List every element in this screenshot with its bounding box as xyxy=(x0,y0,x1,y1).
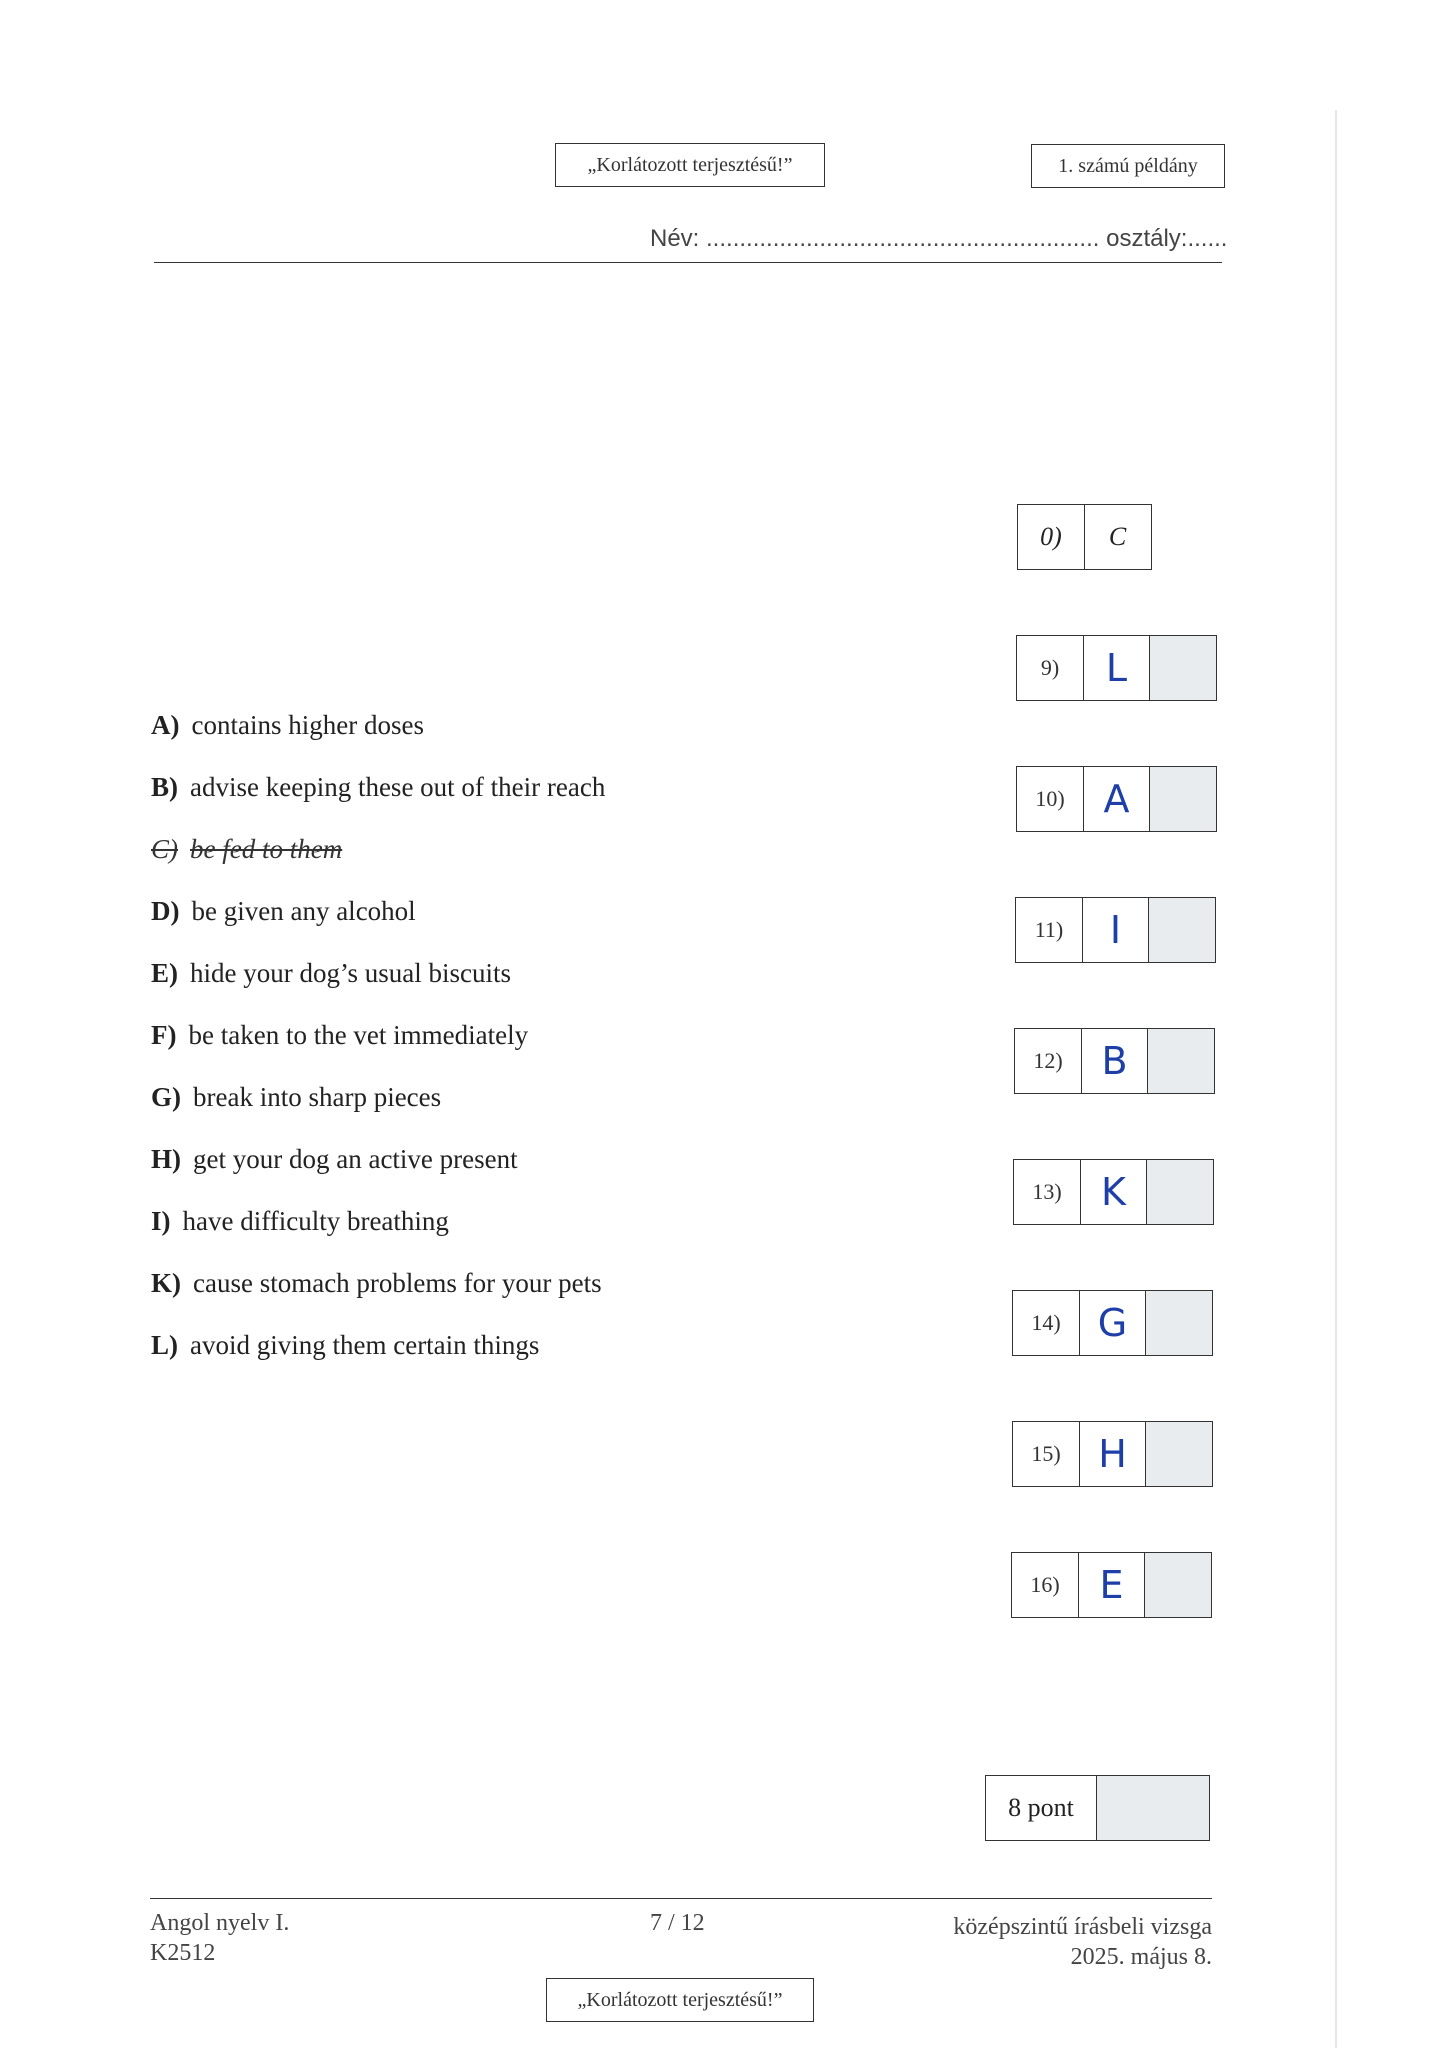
option-letter: B) xyxy=(151,772,178,802)
footer-date: 2025. május 8. xyxy=(1070,1944,1212,1970)
answer-row-11 xyxy=(1015,897,1216,963)
option-letter: C) xyxy=(151,834,178,864)
answer-number: 0) xyxy=(1017,504,1085,570)
points-score-field xyxy=(1096,1775,1210,1841)
option-k xyxy=(151,1268,602,1299)
option-letter: H) xyxy=(151,1144,181,1174)
header-rule xyxy=(154,262,1222,263)
option-h xyxy=(151,1144,518,1175)
option-text: contains higher doses xyxy=(191,710,424,740)
option-g xyxy=(151,1082,441,1113)
option-f xyxy=(151,1020,528,1051)
answer-number: 15) xyxy=(1012,1421,1080,1487)
restricted-distribution-label-bottom: „Korlátozott terjesztésű!” xyxy=(546,1978,814,2022)
option-e xyxy=(151,958,511,989)
footer-exam-level: középszintű írásbeli vizsga xyxy=(953,1914,1212,1940)
score-box xyxy=(1149,635,1217,701)
option-text: hide your dog’s usual biscuits xyxy=(190,958,511,988)
option-letter: L) xyxy=(151,1330,178,1360)
footer-right xyxy=(935,1912,1212,1972)
answer-field[interactable]: L xyxy=(1083,635,1151,701)
option-l xyxy=(151,1330,539,1361)
option-letter: G) xyxy=(151,1082,181,1112)
restricted-distribution-label: „Korlátozott terjesztésű!” xyxy=(555,143,825,187)
answer-number: 10) xyxy=(1016,766,1084,832)
answer-number: 14) xyxy=(1012,1290,1080,1356)
answer-field[interactable]: G xyxy=(1079,1290,1147,1356)
answer-row-16 xyxy=(1011,1552,1212,1618)
answer-field[interactable]: A xyxy=(1083,766,1151,832)
option-text: be fed to them xyxy=(190,834,343,864)
score-box xyxy=(1149,766,1217,832)
name-class-line: Név: ........................................................... osztály:...... xyxy=(650,225,1228,252)
answer-field[interactable]: H xyxy=(1079,1421,1147,1487)
points-label: 8 pont xyxy=(985,1775,1097,1841)
answer-field[interactable]: B xyxy=(1081,1028,1149,1094)
answer-value: C xyxy=(1084,504,1152,570)
footer-code: K2512 xyxy=(150,1940,216,1966)
score-box xyxy=(1145,1421,1213,1487)
option-text: avoid giving them certain things xyxy=(190,1330,540,1360)
answer-row-15 xyxy=(1012,1421,1213,1487)
option-d xyxy=(151,896,416,927)
option-b xyxy=(151,772,605,803)
option-letter: K) xyxy=(151,1268,181,1298)
option-letter: E) xyxy=(151,958,178,988)
option-c-struck xyxy=(151,834,342,865)
copy-number-label: 1. számú példány xyxy=(1031,144,1225,188)
footer-left xyxy=(150,1908,289,1968)
option-text: advise keeping these out of their reach xyxy=(190,772,606,802)
option-text: break into sharp pieces xyxy=(193,1082,442,1112)
option-text: be given any alcohol xyxy=(191,896,416,926)
option-i xyxy=(151,1206,449,1237)
option-letter: D) xyxy=(151,896,180,926)
page-number: 7 / 12 xyxy=(650,1910,705,1936)
option-letter: F) xyxy=(151,1020,177,1050)
answer-field[interactable]: E xyxy=(1078,1552,1146,1618)
answer-number: 13) xyxy=(1013,1159,1081,1225)
option-letter: I) xyxy=(151,1206,171,1236)
score-box xyxy=(1145,1290,1213,1356)
scan-edge xyxy=(1335,110,1337,2048)
answer-row-example xyxy=(1017,504,1152,570)
answer-row-10 xyxy=(1016,766,1217,832)
option-text: have difficulty breathing xyxy=(182,1206,449,1236)
answer-number: 16) xyxy=(1011,1552,1079,1618)
answer-number: 9) xyxy=(1016,635,1084,701)
option-a xyxy=(151,710,424,741)
answer-field[interactable]: K xyxy=(1080,1159,1148,1225)
score-box xyxy=(1148,897,1216,963)
answer-row-9 xyxy=(1016,635,1217,701)
option-text: get your dog an active present xyxy=(193,1144,518,1174)
option-text: be taken to the vet immediately xyxy=(188,1020,529,1050)
answer-number: 12) xyxy=(1014,1028,1082,1094)
option-text: cause stomach problems for your pets xyxy=(193,1268,602,1298)
answer-row-14 xyxy=(1012,1290,1213,1356)
score-box xyxy=(1146,1159,1214,1225)
score-box xyxy=(1147,1028,1215,1094)
score-box xyxy=(1144,1552,1212,1618)
option-letter: A) xyxy=(151,710,180,740)
points-box xyxy=(985,1775,1210,1841)
answer-row-12 xyxy=(1014,1028,1215,1094)
footer-subject: Angol nyelv I. xyxy=(150,1910,290,1936)
answer-number: 11) xyxy=(1015,897,1083,963)
answer-row-13 xyxy=(1013,1159,1214,1225)
answer-field[interactable]: I xyxy=(1082,897,1150,963)
footer-rule xyxy=(150,1898,1212,1899)
